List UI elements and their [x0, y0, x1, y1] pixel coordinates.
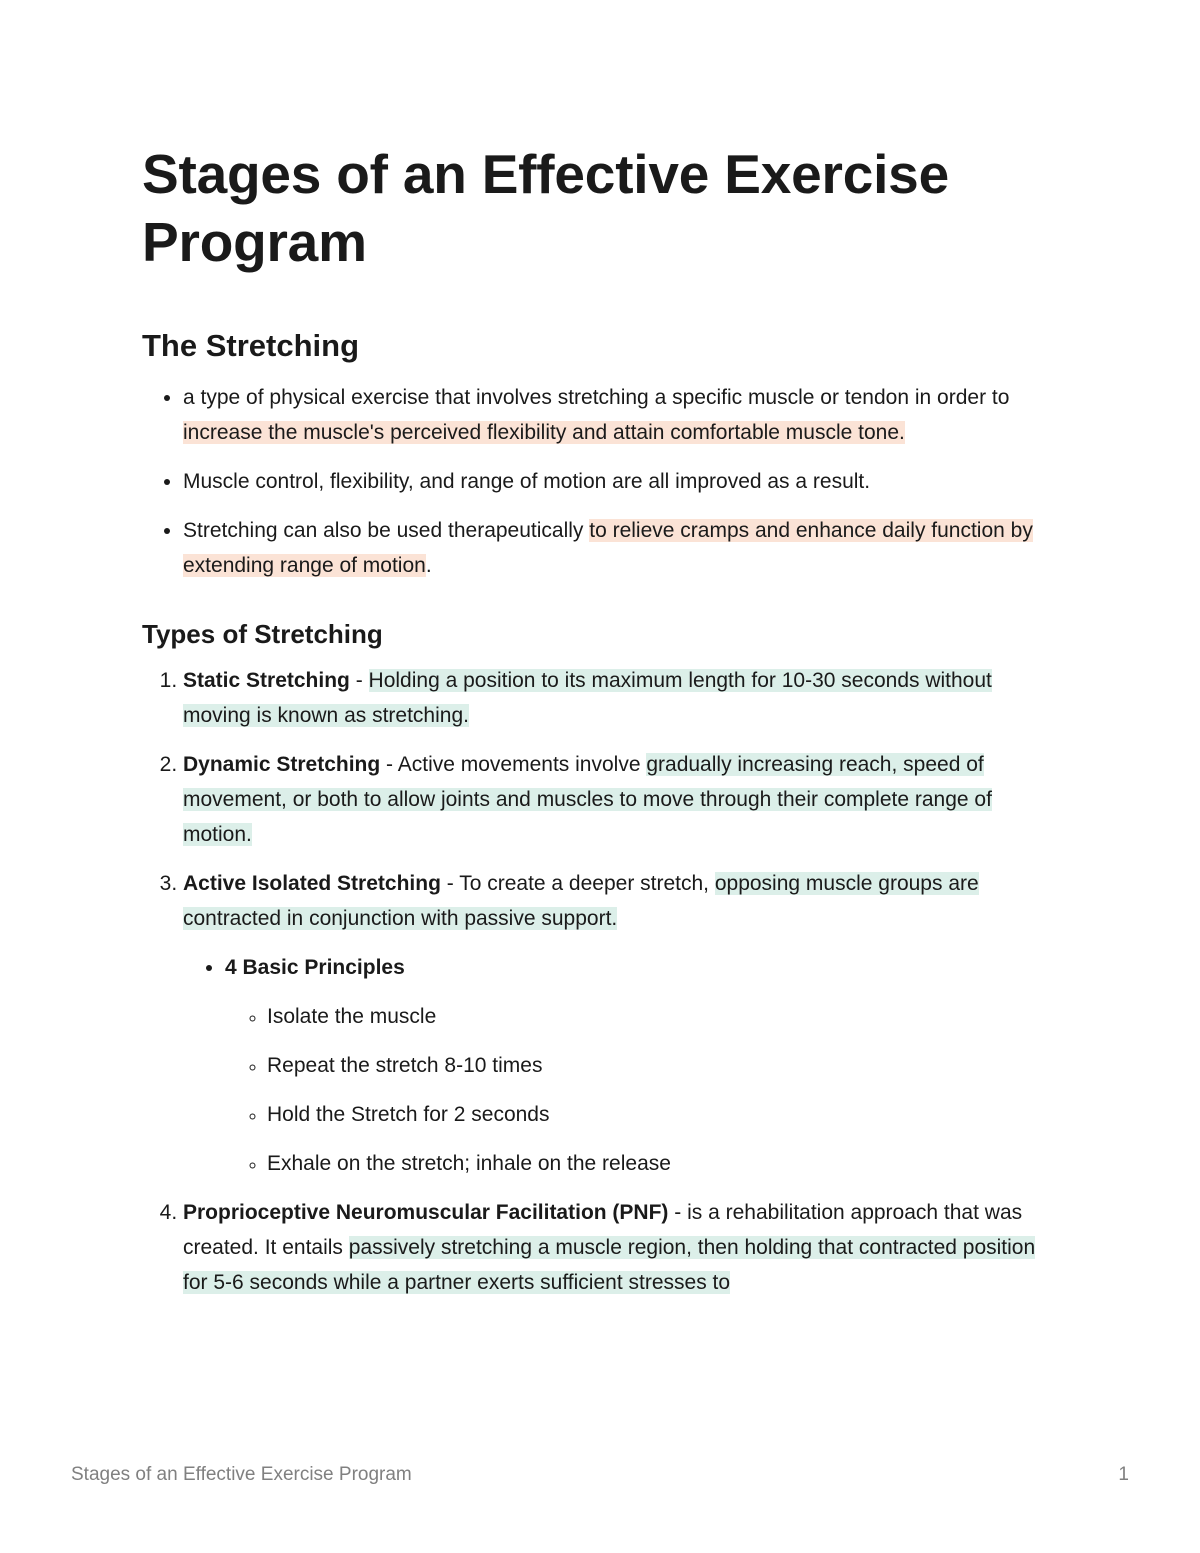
footer-title: Stages of an Effective Exercise Program [71, 1464, 412, 1485]
highlighted-text: to relieve cramps and enhance daily function by extending range of motion [183, 519, 1033, 577]
item-text: Active movements involve [397, 753, 647, 776]
separator: - [380, 753, 398, 776]
list-item [183, 747, 1062, 852]
list-item [183, 1195, 1062, 1300]
section-heading-stretching: The Stretching [142, 328, 360, 363]
stretching-bullet-list [142, 380, 1062, 583]
bullet-text: Muscle control, flexibility, and range of motion are all improved as a result. [183, 470, 871, 493]
separator: - [440, 872, 460, 895]
separator: - [668, 1201, 688, 1224]
highlighted-text: opposing muscle groups are contracted in conjunction with passive support. [183, 872, 979, 930]
list-item: ◦ Hold the Stretch for 2 seconds [267, 1097, 1062, 1132]
highlighted-text: Holding a position to its maximum length for 10-30 seconds without moving is known as stretching. [183, 669, 992, 727]
page-footer [71, 1464, 1129, 1486]
separator: - [349, 669, 369, 692]
list-item [183, 513, 1062, 583]
term: Active Isolated Stretching [183, 872, 441, 895]
bullet-text-end: . [425, 554, 432, 577]
sub-heading: 4 Basic Principles [225, 956, 405, 979]
bullet-text: Stretching can also be used therapeutically [183, 519, 590, 542]
highlighted-text: gradually increasing reach, speed of movement, or both to allow joints and muscles to move through their complete range of motion. [183, 753, 992, 846]
page-title: Stages of an Effective Exercise Program [142, 143, 949, 273]
item-text: is a rehabilitation approach that was created. It entails [183, 1201, 1023, 1259]
list-item: ◦ Exhale on the stretch; inhale on the release [267, 1146, 1062, 1181]
list-item: ◦ Isolate the muscle [267, 999, 1062, 1034]
bullet-text: a type of physical exercise that involves stretching a specific muscle or tendon in order to [183, 386, 1010, 409]
list-item [183, 464, 1062, 499]
term: Dynamic Stretching [183, 753, 381, 776]
list-item [183, 866, 1062, 1181]
document-page [142, 140, 1062, 1314]
section-heading-types: Types of Stretching [142, 619, 383, 649]
highlighted-text: increase the muscle's perceived flexibility and attain comfortable muscle tone. [183, 421, 905, 444]
term: Static Stretching [183, 669, 350, 692]
list-item [183, 380, 1062, 450]
principles-sublist [225, 999, 1062, 1181]
types-numbered-list [142, 663, 1062, 1300]
term: Proprioceptive Neuromuscular Facilitation (PNF) [183, 1201, 669, 1224]
highlighted-text: passively stretching a muscle region, then holding that contracted position for 5-6 seconds while a partner exerts sufficient stresses to [183, 1236, 1036, 1294]
list-item [183, 663, 1062, 733]
page-number: 1 [1118, 1464, 1129, 1485]
list-item [225, 950, 1062, 1181]
principles-list [183, 950, 1062, 1181]
item-text: To create a deeper stretch, [459, 872, 715, 895]
list-item: ◦ Repeat the stretch 8-10 times [267, 1048, 1062, 1083]
